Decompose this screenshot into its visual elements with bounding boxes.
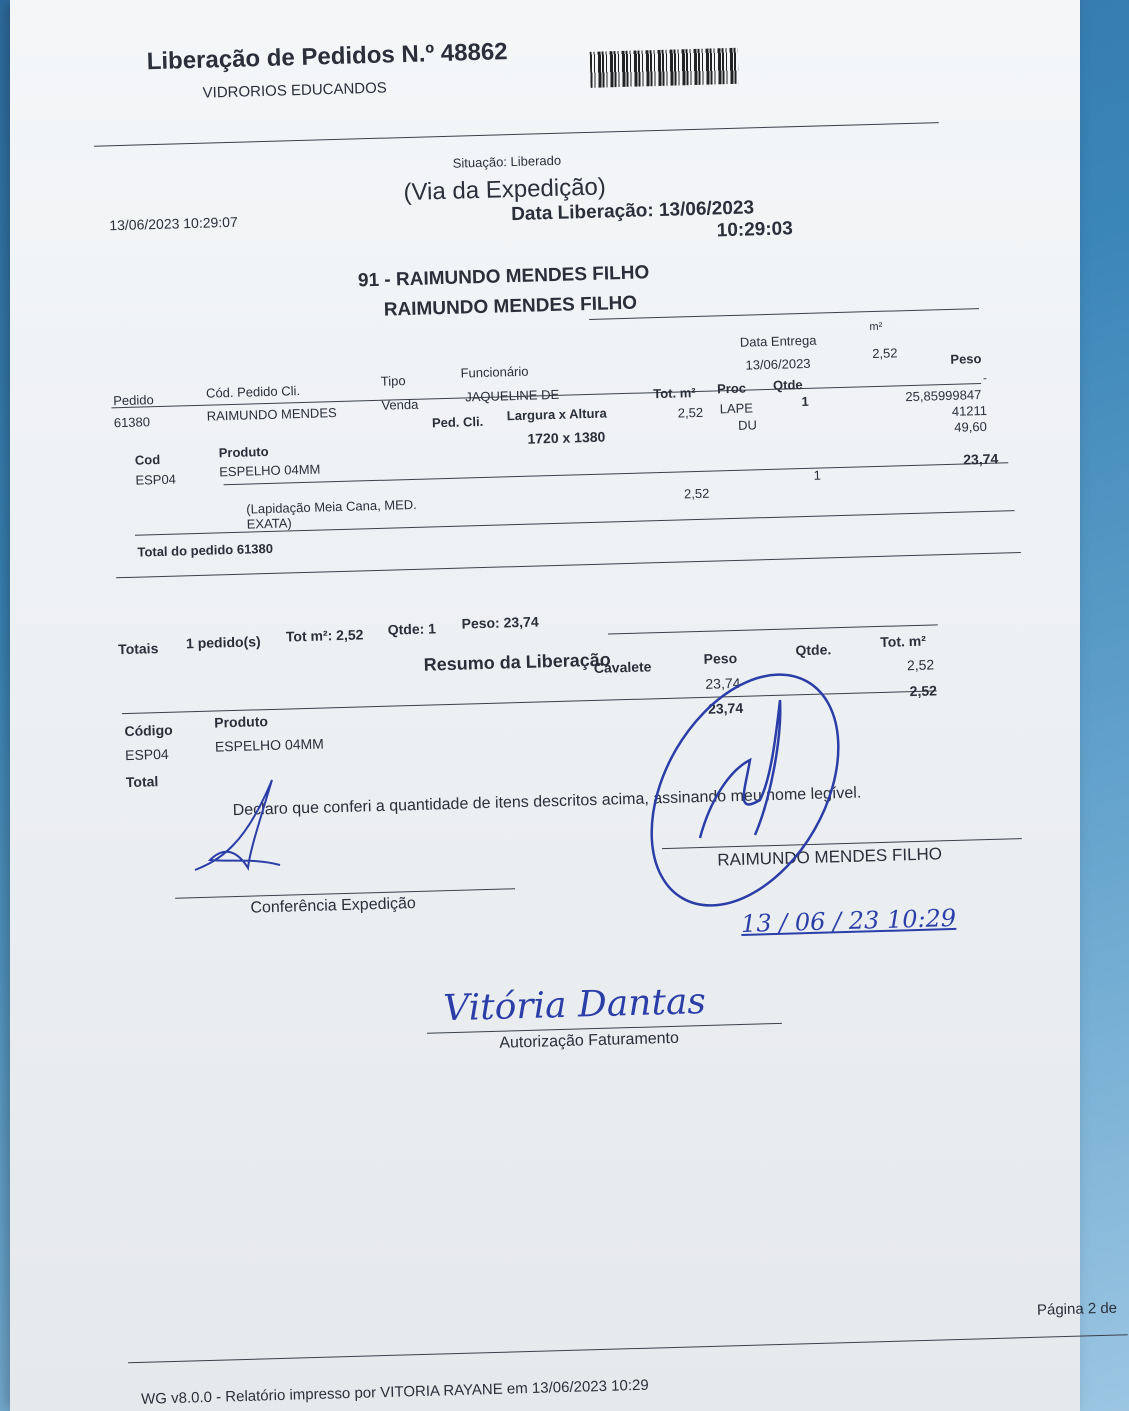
m2-value: 2,52 bbox=[871, 345, 898, 362]
peso-dash: - bbox=[982, 370, 988, 385]
col-m2: m² bbox=[869, 320, 883, 334]
descricao-line-1: (Lapidação Meia Cana, MED. bbox=[246, 496, 417, 517]
totais-qtde: Qtde: 1 bbox=[387, 620, 437, 638]
totais-label: Totais bbox=[117, 640, 159, 658]
company-name: VIDRORIOS EDUCANDOS bbox=[202, 79, 388, 102]
conferencia-label: Conferência Expedição bbox=[250, 895, 417, 917]
descricao-line-2: EXATA) bbox=[246, 515, 292, 532]
totais-m2: Tot m²: 2,52 bbox=[285, 626, 364, 645]
col-qtde: Qtde bbox=[772, 377, 803, 393]
total-pedido-label: Total do pedido 61380 bbox=[137, 540, 274, 560]
col-cod: Cod bbox=[134, 451, 161, 468]
resumo-produto-value: ESPELHO 04MM bbox=[214, 735, 325, 755]
produto-value: ESPELHO 04MM bbox=[219, 461, 321, 480]
tipo-value: Venda bbox=[381, 396, 419, 413]
peso-value-c: 49,60 bbox=[954, 418, 988, 435]
pedido-number: 61380 bbox=[113, 414, 151, 431]
via-label: (Via da Expedição) bbox=[403, 173, 607, 207]
subtotal-peso: 23,74 bbox=[962, 450, 999, 468]
col-funcionario: Funcionário bbox=[460, 363, 529, 381]
conferencia-signature-scribble bbox=[195, 780, 280, 870]
col-cod-pedido-cli: Cód. Pedido Cli. bbox=[205, 383, 301, 401]
footer-printed-by: WG v8.0.0 - Relatório impresso por VITORIA RAYANE em 13/06/2023 10:29 bbox=[140, 1376, 649, 1408]
resumo-m2-value: 2,52 bbox=[906, 656, 935, 674]
document-title: Liberação de Pedidos N.º 48862 bbox=[146, 38, 508, 76]
col-produto: Produto bbox=[218, 443, 269, 461]
funcionario-value: JAQUELINE DE bbox=[465, 386, 560, 405]
status-text: Situação: Liberado bbox=[452, 152, 562, 171]
resumo-col-codigo: Código bbox=[124, 721, 173, 740]
proc-value-2: DU bbox=[737, 417, 758, 433]
resumo-title: Resumo da Liberação bbox=[423, 649, 611, 675]
release-time: 10:29:03 bbox=[716, 218, 794, 242]
cliente-name: RAIMUNDO MENDES bbox=[206, 405, 337, 424]
cliente-signature-name: RAIMUNDO MENDES FILHO bbox=[717, 844, 943, 870]
resumo-col-tot-m2: Tot. m² bbox=[880, 632, 927, 650]
declaration-text: Declaro que conferi a quantidade de itens descritos acima, assinando meu nome legível. bbox=[232, 784, 862, 820]
col-ped-cli: Ped. Cli. bbox=[431, 413, 484, 431]
peso-value-b: 41211 bbox=[951, 402, 988, 419]
client-line-1: 91 - RAIMUNDO MENDES FILHO bbox=[357, 262, 650, 292]
resumo-col-peso: Peso bbox=[703, 649, 738, 667]
col-pedido: Pedido bbox=[113, 392, 154, 409]
printed-timestamp: 13/06/2023 10:29:07 bbox=[109, 213, 238, 234]
resumo-col-qtde: Qtde. bbox=[795, 641, 832, 659]
col-tot-m2: Tot. m² bbox=[653, 385, 696, 402]
resumo-total-m2: 2,52 bbox=[909, 682, 938, 700]
tot-m2-value: 2,52 bbox=[677, 404, 704, 421]
col-proc: Proc bbox=[716, 380, 747, 397]
resumo-total-label: Total bbox=[125, 773, 159, 791]
proc-value: LAPE bbox=[719, 400, 754, 417]
col-data-entrega: Data Entrega bbox=[739, 332, 817, 350]
release-date: Data Liberação: 13/06/2023 bbox=[510, 197, 755, 226]
document-page bbox=[10, 0, 1118, 1411]
autorizacao-signature: Vitória Dantas bbox=[442, 980, 707, 1030]
autorizacao-label: Autorização Faturamento bbox=[499, 1029, 680, 1052]
subtotal-m2: 2,52 bbox=[683, 485, 710, 502]
resumo-col-cavalete: Cavalete bbox=[593, 658, 652, 676]
subtotal-qtde: 1 bbox=[813, 467, 822, 483]
qtde-value: 1 bbox=[801, 393, 809, 410]
handwritten-date: 13 / 06 / 23 10:29 bbox=[740, 903, 957, 938]
resumo-codigo-value: ESP04 bbox=[124, 745, 169, 764]
client-line-2: RAIMUNDO MENDES FILHO bbox=[383, 292, 638, 321]
col-peso: Peso bbox=[950, 351, 982, 367]
dimensoes-value: 1720 x 1380 bbox=[527, 428, 606, 447]
resumo-col-produto: Produto bbox=[214, 713, 269, 731]
signature-marks bbox=[10, 0, 1080, 1411]
entrega-value: 13/06/2023 bbox=[745, 355, 811, 373]
col-largura-altura: Largura x Altura bbox=[506, 405, 607, 424]
cod-value: ESP04 bbox=[135, 471, 177, 488]
resumo-peso-value: 23,74 bbox=[705, 674, 741, 692]
totais-pedidos: 1 pedido(s) bbox=[185, 633, 261, 652]
totais-peso: Peso: 23,74 bbox=[461, 613, 539, 632]
cliente-signature-scribble bbox=[700, 700, 780, 838]
resumo-total-peso: 23,74 bbox=[707, 699, 744, 717]
page-number: Página 2 de bbox=[1036, 1299, 1118, 1319]
peso-value-a: 25,85999847 bbox=[905, 387, 982, 405]
col-tipo: Tipo bbox=[380, 373, 406, 389]
